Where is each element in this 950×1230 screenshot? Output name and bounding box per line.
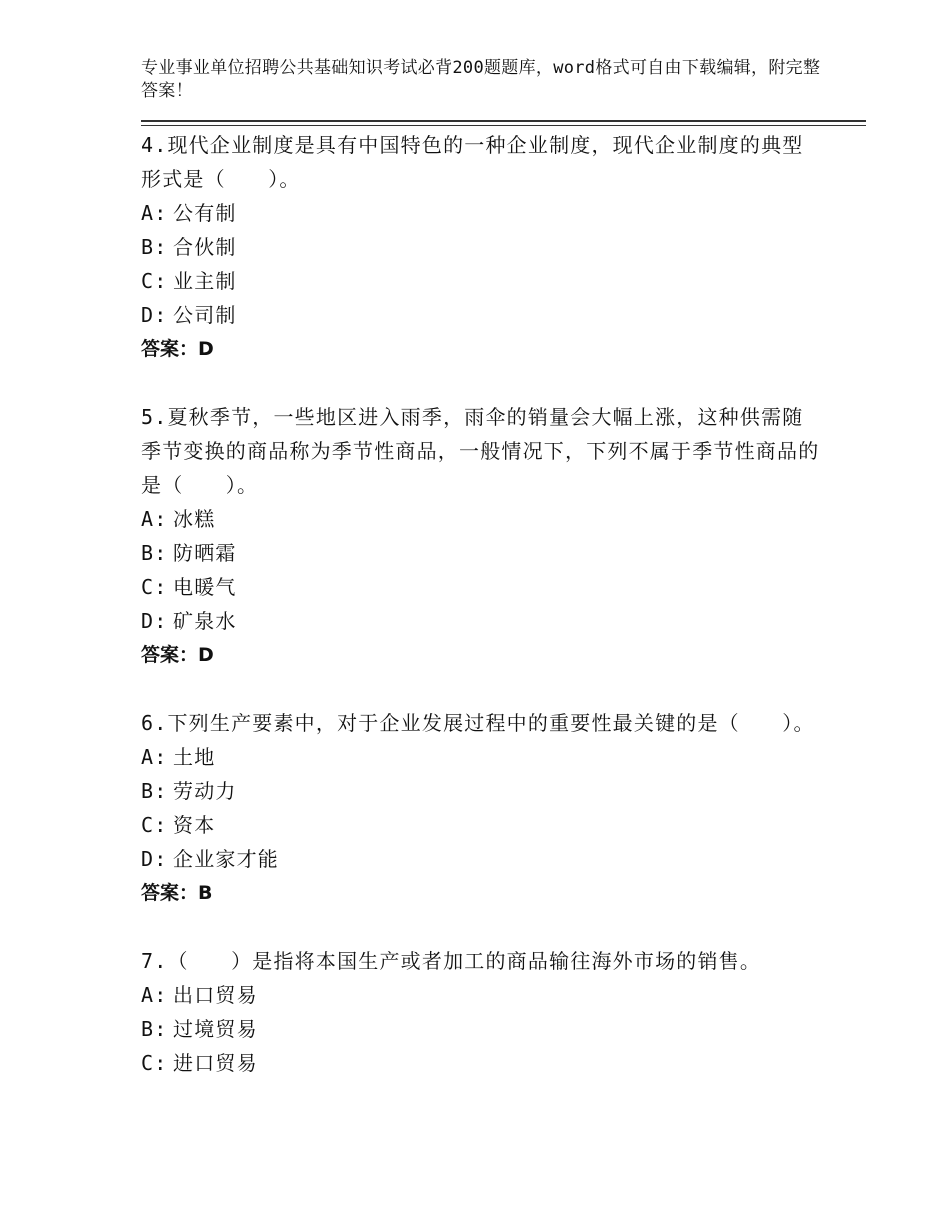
option-key: B:	[141, 235, 168, 259]
question-stem: 6.下列生产要素中，对于企业发展过程中的重要性最关键的是（ ）。	[141, 711, 815, 735]
option-c	[141, 808, 821, 842]
answer-label: 答案：D	[141, 644, 214, 666]
option-b	[141, 536, 821, 570]
question-4	[141, 128, 821, 366]
option-b	[141, 774, 821, 808]
option-text: 冰糕	[173, 507, 216, 531]
option-key: A:	[141, 983, 168, 1007]
option-key: D:	[141, 609, 168, 633]
option-c	[141, 1046, 821, 1080]
option-text: 矿泉水	[173, 609, 237, 633]
header-rule-thin	[141, 125, 866, 126]
option-text: 电暖气	[173, 575, 237, 599]
option-key: A:	[141, 201, 168, 225]
question-6	[141, 706, 821, 910]
option-a	[141, 978, 821, 1012]
question-5	[141, 400, 821, 672]
option-text: 土地	[173, 745, 216, 769]
option-key: D:	[141, 303, 168, 327]
option-text: 业主制	[173, 269, 237, 293]
question-stem: 7.（ ）是指将本国生产或者加工的商品输往海外市场的销售。	[141, 949, 762, 973]
option-c	[141, 570, 821, 604]
option-key: C:	[141, 269, 168, 293]
question-stem: 5.夏秋季节，一些地区进入雨季，雨伞的销量会大幅上涨，这种供需随季节变换的商品称为季节性商品，一般情况下，下列不属于季节性商品的是（ ）。	[141, 405, 820, 497]
answer-label: 答案：D	[141, 338, 214, 360]
option-text: 过境贸易	[173, 1017, 258, 1041]
option-a	[141, 502, 821, 536]
option-key: C:	[141, 813, 168, 837]
option-c	[141, 264, 821, 298]
option-d	[141, 604, 821, 638]
option-text: 公司制	[173, 303, 237, 327]
question-stem: 4.现代企业制度是具有中国特色的一种企业制度，现代企业制度的典型形式是（ ）。	[141, 133, 804, 191]
header-rule	[141, 120, 866, 122]
option-key: A:	[141, 745, 168, 769]
option-text: 合伙制	[173, 235, 237, 259]
option-text: 公有制	[173, 201, 237, 225]
question-list	[141, 128, 821, 1114]
option-key: A:	[141, 507, 168, 531]
option-text: 劳动力	[173, 779, 237, 803]
option-key: C:	[141, 575, 168, 599]
option-d	[141, 298, 821, 332]
answer-label: 答案：B	[141, 882, 213, 904]
question-7	[141, 944, 821, 1080]
option-key: C:	[141, 1051, 168, 1075]
option-text: 资本	[173, 813, 216, 837]
option-text: 进口贸易	[173, 1051, 258, 1075]
option-text: 出口贸易	[173, 983, 258, 1007]
option-a	[141, 196, 821, 230]
option-key: B:	[141, 779, 168, 803]
option-b	[141, 1012, 821, 1046]
page-header: 专业事业单位招聘公共基础知识考试必背200题题库，word格式可自由下载编辑，附完整答案！	[141, 58, 821, 101]
option-text: 企业家才能	[173, 847, 279, 871]
option-d	[141, 842, 821, 876]
option-key: D:	[141, 847, 168, 871]
option-a	[141, 740, 821, 774]
option-key: B:	[141, 541, 168, 565]
option-key: B:	[141, 1017, 168, 1041]
option-b	[141, 230, 821, 264]
option-text: 防晒霜	[173, 541, 237, 565]
